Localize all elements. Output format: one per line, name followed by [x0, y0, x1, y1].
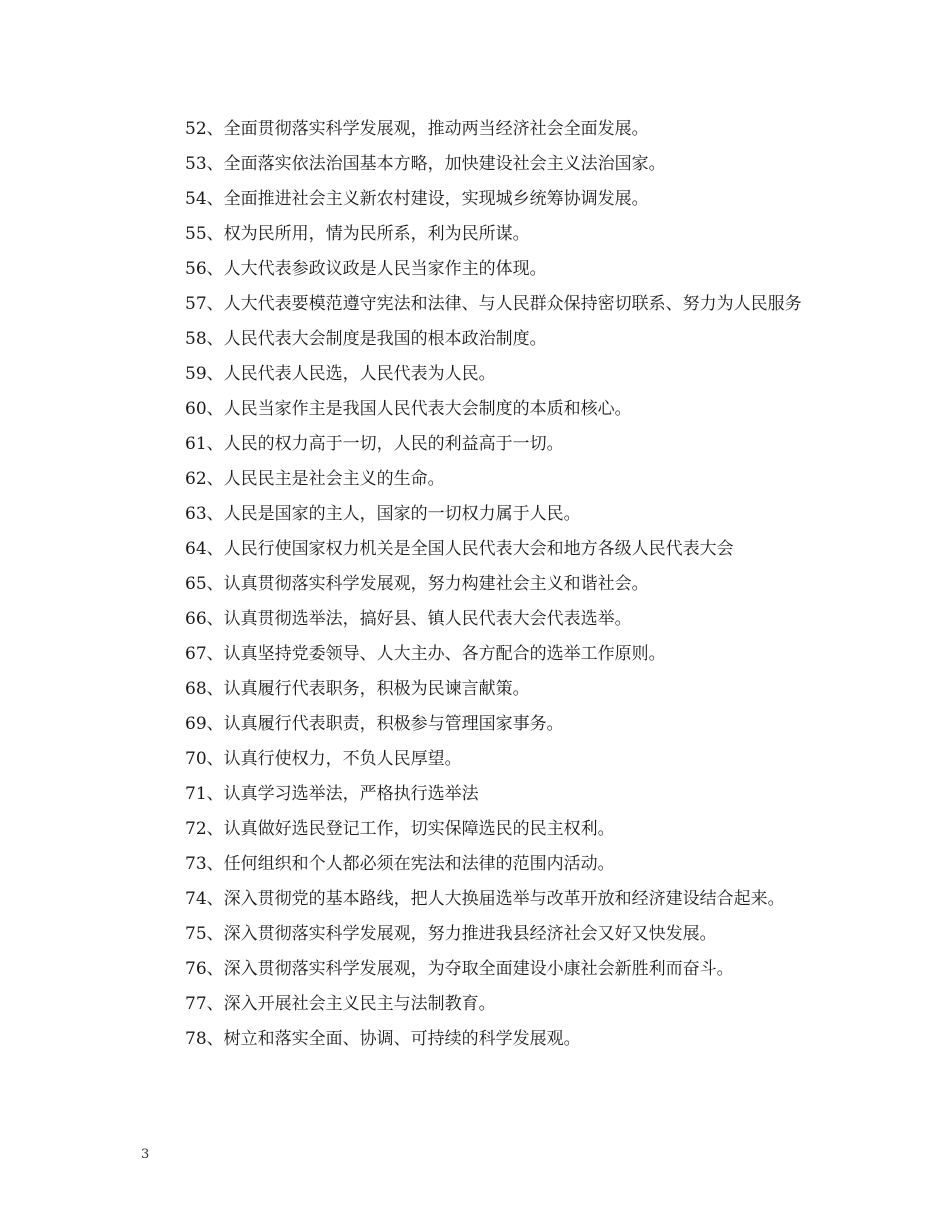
list-item: 67、认真坚持党委领导、人大主办、各方配合的选举工作原则。	[185, 644, 666, 664]
list-item: 55、权为民所用，情为民所系，利为民所谋。	[185, 224, 530, 244]
slogan-list	[140, 112, 816, 1057]
list-item: 56、人大代表参政议政是人民当家作主的体现。	[185, 259, 547, 279]
list-item: 78、树立和落实全面、协调、可持续的科学发展观。	[185, 1029, 581, 1049]
list-item: 74、深入贯彻党的基本路线，把人大换届选举与改革开放和经济建设结合起来。	[185, 889, 785, 909]
list-item: 52、全面贯彻落实科学发展观，推动两当经济社会全面发展。	[185, 119, 649, 139]
list-item: 73、任何组织和个人都必须在宪法和法律的范围内活动。	[185, 854, 615, 874]
list-item: 64、人民行使国家权力机关是全国人民代表大会和地方各级人民代表大会	[185, 539, 734, 559]
page-number: 3	[141, 1147, 150, 1162]
list-item: 68、认真履行代表职务，积极为民谏言献策。	[185, 679, 530, 699]
list-item: 66、认真贯彻选举法，搞好县、镇人民代表大会代表选举。	[185, 609, 632, 629]
list-item: 62、人民民主是社会主义的生命。	[185, 469, 445, 489]
list-item: 69、认真履行代表职责，积极参与管理国家事务。	[185, 714, 564, 734]
list-item: 70、认真行使权力，不负人民厚望。	[185, 749, 462, 769]
list-item: 65、认真贯彻落实科学发展观，努力构建社会主义和谐社会。	[185, 574, 649, 594]
list-item: 72、认真做好选民登记工作，切实保障选民的民主权利。	[185, 819, 615, 839]
list-item: 58、人民代表大会制度是我国的根本政治制度。	[185, 329, 547, 349]
list-item: 63、人民是国家的主人，国家的一切权力属于人民。	[185, 504, 581, 524]
list-item: 75、深入贯彻落实科学发展观，努力推进我县经济社会又好又快发展。	[185, 924, 717, 944]
list-item: 76、深入贯彻落实科学发展观，为夺取全面建设小康社会新胜利而奋斗。	[185, 959, 734, 979]
list-item: 77、深入开展社会主义民主与法制教育。	[185, 994, 496, 1014]
list-item: 61、人民的权力高于一切，人民的利益高于一切。	[185, 434, 564, 454]
list-item: 53、全面落实依法治国基本方略，加快建设社会主义法治国家。	[185, 154, 666, 174]
list-item: 54、全面推进社会主义新农村建设，实现城乡统筹协调发展。	[185, 189, 649, 209]
list-item: 57、人大代表要模范遵守宪法和法律、与人民群众保持密切联系、努力为人民服务	[185, 294, 802, 314]
list-item: 71、认真学习选举法，严格执行选举法	[185, 784, 479, 804]
list-item: 60、人民当家作主是我国人民代表大会制度的本质和核心。	[185, 399, 632, 419]
list-item: 59、人民代表人民选，人民代表为人民。	[185, 364, 496, 384]
